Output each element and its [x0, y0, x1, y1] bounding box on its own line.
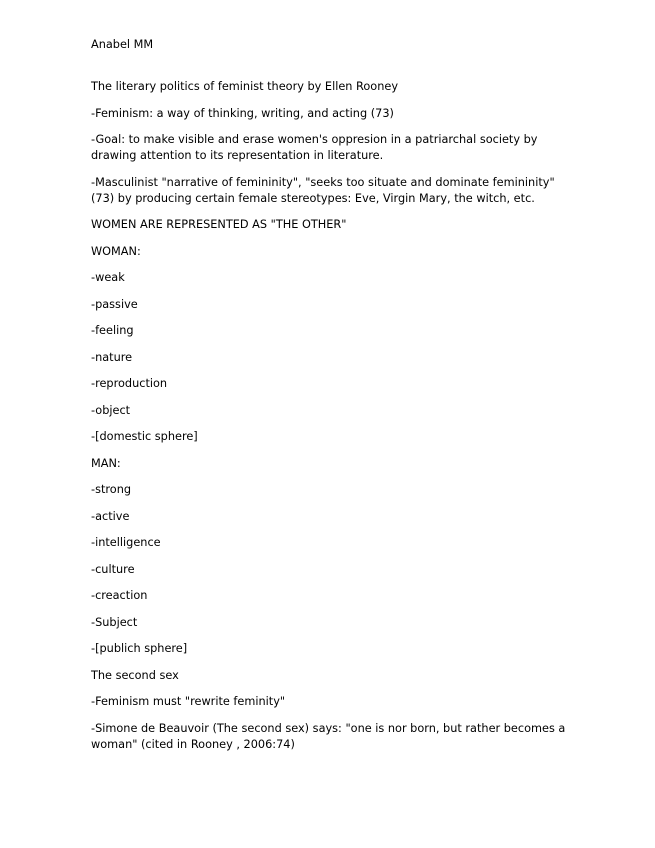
document-page [91, 37, 571, 753]
list-item: -passive [91, 297, 138, 311]
list-item: -Subject [91, 615, 138, 629]
woman-heading: WOMAN: [91, 244, 141, 258]
paragraph-beauvoir-quote: -Simone de Beauvoir (The second sex) says: "one is nor born, but rather becomes a woman" (cited in Rooney , 2006:74) [91, 721, 566, 751]
paragraph-masculinist-narrative: -Masculinist "narrative of femininity", "seeks too situate and dominate femininity" (73) by producing certain female stereotypes: Eve, Virgin Mary, the witch, etc. [91, 175, 555, 205]
author-name: Anabel MM [91, 38, 154, 51]
list-item: -creaction [91, 589, 148, 602]
list-item: -feeling [91, 324, 134, 337]
list-item: -active [91, 509, 130, 523]
list-item: -nature [91, 350, 133, 364]
man-heading: MAN: [91, 456, 121, 470]
second-sex-heading: The second sex [91, 668, 179, 682]
document-title: The literary politics of feminist theory by Ellen Rooney [91, 80, 399, 93]
list-item: -[domestic sphere] [91, 430, 198, 443]
paragraph-rewrite-feminity: -Feminism must "rewrite feminity" [91, 695, 286, 708]
list-item: -intelligence [91, 536, 161, 549]
list-item: -reproduction [91, 377, 168, 390]
list-item: -culture [91, 562, 135, 576]
list-item: -[publich sphere] [91, 642, 188, 655]
list-item: -strong [91, 483, 132, 496]
paragraph-goal: -Goal: to make visible and erase women's oppresion in a patriarchal society by drawing attention to its representation in literature. [91, 133, 538, 162]
paragraph-women-other: WOMEN ARE REPRESENTED AS "THE OTHER" [91, 218, 347, 231]
paragraph-feminism-definition: -Feminism: a way of thinking, writing, and acting (73) [91, 106, 394, 120]
list-item: -object [91, 403, 131, 417]
list-item: -weak [91, 271, 125, 284]
